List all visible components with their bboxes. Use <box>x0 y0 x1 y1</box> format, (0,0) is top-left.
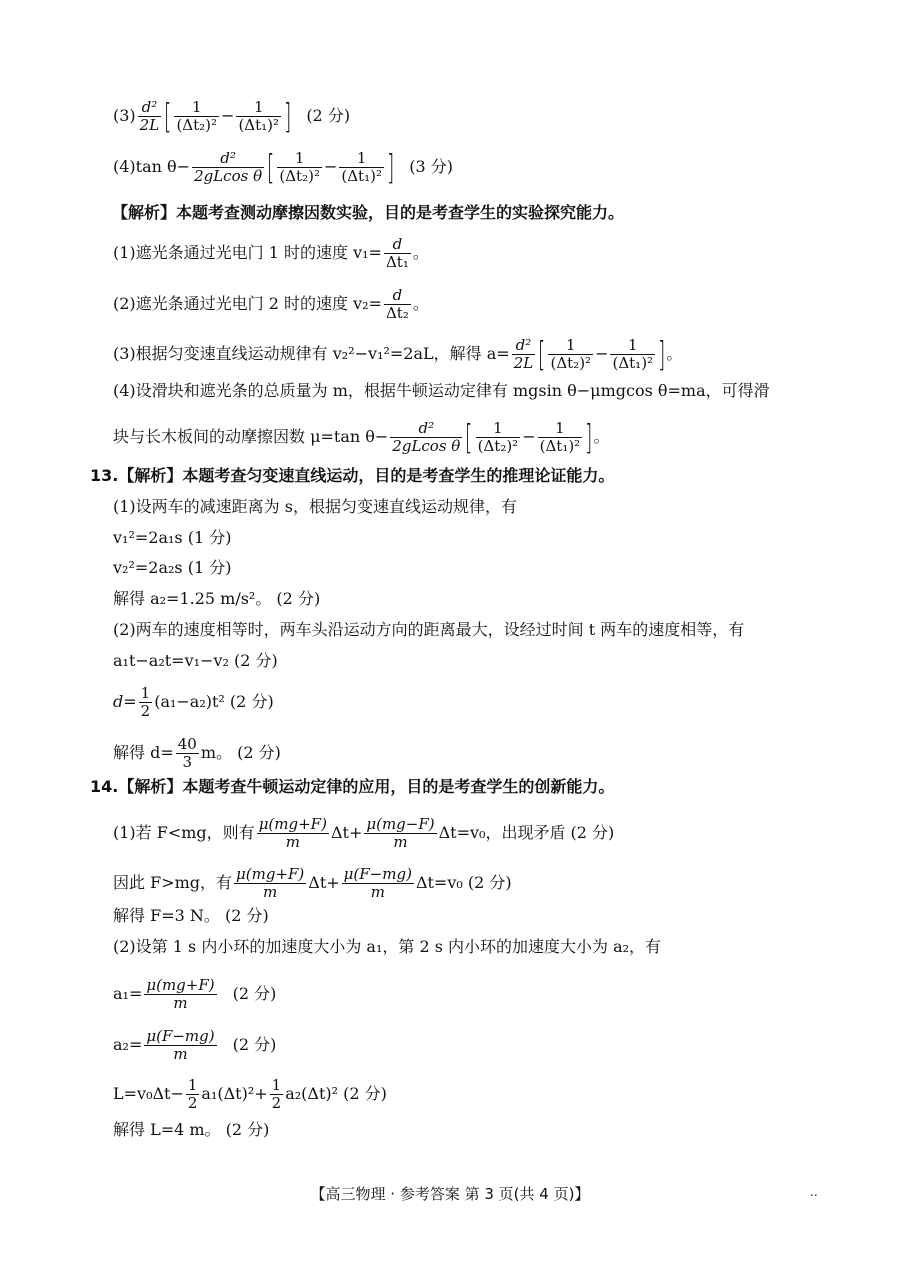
q13-line: (1)设两车的减速距离为 s，根据匀变速直线运动规律，有 <box>113 497 517 516</box>
fraction: $\frac{1}{\text{(Δt₁)²}}$ <box>238 98 280 134</box>
step-4: (4)设滑块和遮光条的总质量为 m，根据牛顿运动定律有 mgsin θ−μmgcos θ=ma，可得滑 <box>113 381 770 400</box>
fraction: $\frac{1}{\text{(Δt₂)²}}$ <box>176 98 218 134</box>
q13-result: 解得 d= $\frac{40}{3}$ m。 (2 分) <box>113 735 281 771</box>
fraction: $\frac{\text{d²}}{\text{2gLcos θ}}$ <box>194 149 263 185</box>
step-1: (1)遮光条通过光电门 1 时的速度 v₁= $\frac{d}{\text{Δt₁}}$ 。 <box>113 235 429 271</box>
q14-eq-L: L=v₀Δt− $\frac{1}{2}$ a₁(Δt)²+ $\frac{1}{2}$ a₂(Δt)² (2 分) <box>113 1076 387 1112</box>
q13-line: v₁²=2a₁s (1 分) <box>113 528 232 547</box>
q14-result: 解得 L=4 m。 (2 分) <box>113 1120 270 1139</box>
page-footer: 【高三物理 · 参考答案 第 3 页(共 4 页)】 <box>310 1185 590 1203</box>
q13-line: (2)两车的速度相等时，两车头沿运动方向的距离最大，设经过时间 t 两车的速度相等，有 <box>113 620 745 639</box>
q13-line: v₂²=2a₂s (1 分) <box>113 558 232 577</box>
step-4-cont: 块与长木板间的动摩擦因数 μ=tan θ− $\frac{\text{d²}}{\text{2gLcos θ}}$ [ $\frac{1}{\text{(Δt₂)²}}$ − $\frac{1}{\text{(Δt₁)²}}$ ]。 <box>113 417 610 458</box>
analysis-heading: 【解析】本题考查测动摩擦因数实验，目的是考查学生的实验探究能力。 <box>112 203 625 222</box>
q14-line: 解得 F=3 N。 (2 分) <box>113 906 269 925</box>
q13-line: 解得 a₂=1.25 m/s²。 (2 分) <box>113 589 321 608</box>
step-3: (3)根据匀变速直线运动规律有 v₂²−v₁²=2aL，解得 a= $\frac{\text{d²}}{2L}$ [ $\frac{1}{\text{(Δt₂)²}}$ − $\frac{1}{\text{(Δt₁)²}}$ ]。 <box>113 334 683 375</box>
q14-line: (1)若 F<mg，则有 $\frac{\mu(mg+F)}{m}$ Δt+ $\frac{\mu(mg-F)}{m}$ Δt=v₀，出现矛盾 (2 分) <box>113 815 615 851</box>
eq-4: (4)tan θ− $\frac{\text{d²}}{\text{2gLcos θ}}$ [ $\frac{1}{\text{(Δt₂)²}}$ − $\frac{1}{\text{(Δt₁)²}}$ ] (3 分) <box>113 147 453 188</box>
q14-eq-a1: a₁= $\frac{\mu(mg+F)}{m}$ (2 分) <box>113 976 277 1012</box>
fraction: $\frac{\text{d²}}{2L}$ <box>139 98 160 134</box>
eq-3: (3) $\frac{\text{d²}}{2L}$ [ $\frac{1}{\text{(Δt₂)²}}$ − $\frac{1}{\text{(Δt₁)²}}$ ] (2 分) <box>113 96 351 137</box>
q14-eq-a2: a₂= $\frac{\mu(F-mg)}{m}$ (2 分) <box>113 1027 277 1063</box>
q13-heading: 13.【解析】本题考查匀变速直线运动，目的是考查学生的推理论证能力。 <box>90 466 615 485</box>
eq-label: (3) <box>113 106 136 125</box>
q14-line: (2)设第 1 s 内小环的加速度大小为 a₁，第 2 s 内小环的加速度大小为 a₂，有 <box>113 937 662 956</box>
score: (2 分) <box>306 106 351 125</box>
step-2: (2)遮光条通过光电门 2 时的速度 v₂= $\frac{d}{\text{Δt₂}}$ 。 <box>113 286 429 322</box>
q13-line: a₁t−a₂t=v₁−v₂ (2 分) <box>113 651 278 670</box>
q14-heading: 14.【解析】本题考查牛顿运动定律的应用，目的是考查学生的创新能力。 <box>90 777 615 796</box>
score: (3 分) <box>409 157 453 176</box>
q14-line: 因此 F>mg，有 $\frac{\mu(mg+F)}{m}$ Δt+ $\frac{\mu(F-mg)}{m}$ Δt=v₀ (2 分) <box>113 865 512 901</box>
q13-eq-d: d= $\frac{1}{2}$ (a₁−a₂)t² (2 分) <box>113 684 274 720</box>
corner-mark: .. <box>810 1185 818 1199</box>
